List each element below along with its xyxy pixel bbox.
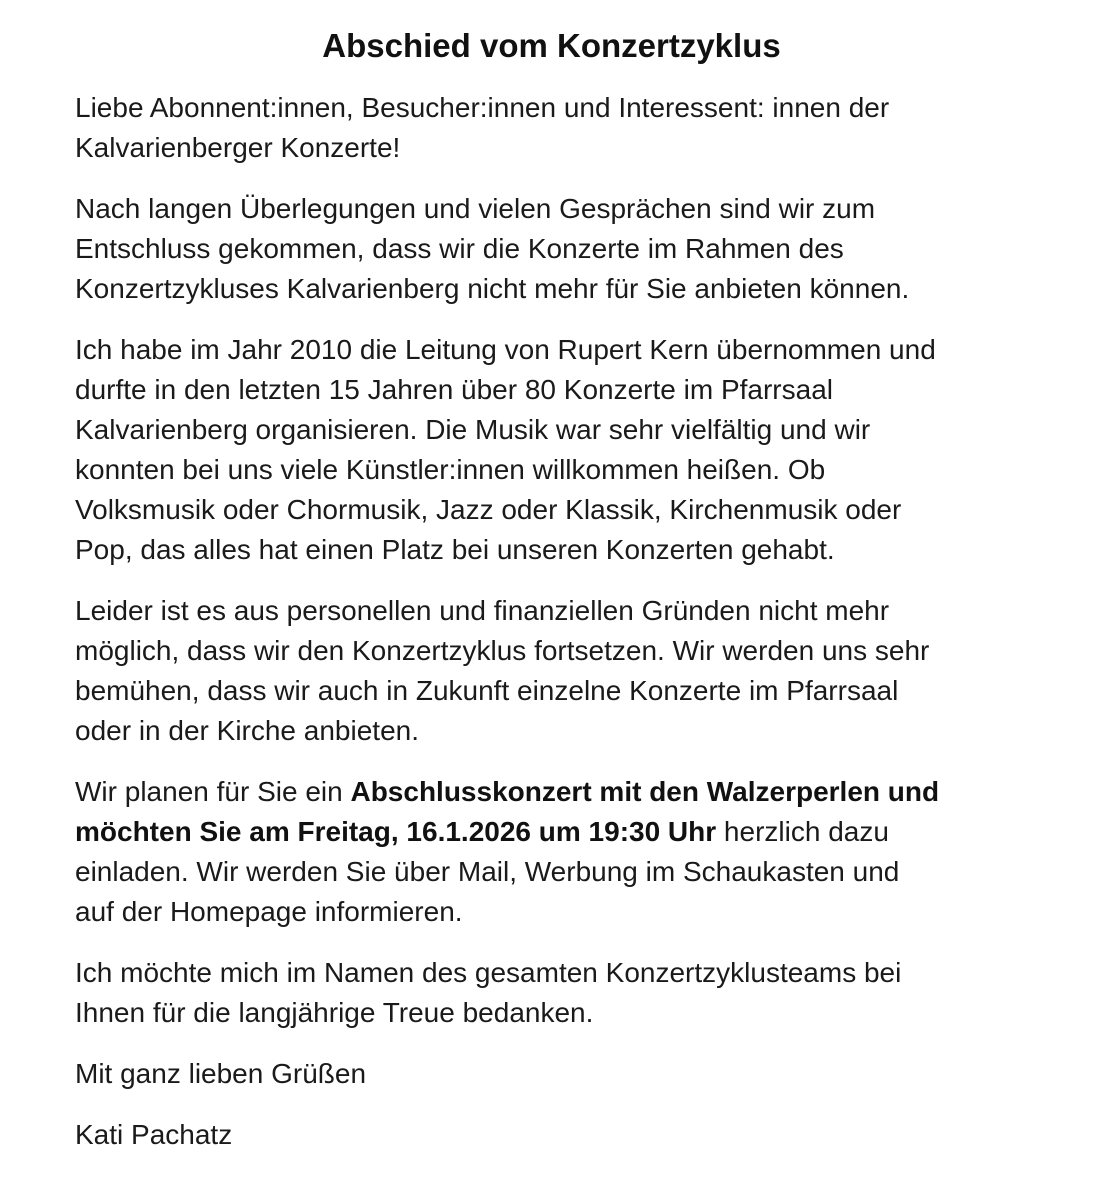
text-run: durfte in den letzten 15 Jahren über 80 Konzerte im Pfarrsaal	[75, 374, 833, 405]
text-run: bemühen, dass wir auch in Zukunft einzelne Konzerte im Pfarrsaal	[75, 675, 899, 706]
text-run: Mit ganz lieben Grüßen	[75, 1058, 367, 1089]
paragraph	[75, 591, 1028, 751]
paragraph	[75, 1054, 1028, 1094]
paragraph	[75, 1115, 1028, 1155]
text-run-bold: Abschlusskonzert mit den Walzerperlen und	[350, 776, 940, 807]
text-run: herzlich dazu	[716, 816, 889, 847]
text-run: Ich möchte mich im Namen des gesamten Konzertzyklusteams bei	[75, 957, 902, 988]
paragraph	[75, 330, 1028, 570]
text-run: oder in der Kirche anbieten.	[75, 715, 419, 746]
text-run: Konzertzykluses Kalvarienberg nicht mehr für Sie anbieten können.	[75, 273, 910, 304]
text-run: einladen. Wir werden Sie über Mail, Werbung im Schaukasten und	[75, 856, 900, 887]
document-title: Abschied vom Konzertzyklus	[322, 27, 781, 64]
text-run: Leider ist es aus personellen und finanziellen Gründen nicht mehr	[75, 595, 890, 626]
paragraph	[75, 189, 1028, 309]
text-run: konnten bei uns viele Künstler:innen willkommen heißen. Ob	[75, 454, 826, 485]
text-run: Kati Pachatz	[75, 1119, 233, 1150]
text-run: auf der Homepage informieren.	[75, 896, 463, 927]
text-run: Pop, das alles hat einen Platz bei unseren Konzerten gehabt.	[75, 534, 835, 565]
text-run: Liebe Abonnent:innen, Besucher:innen und Interessent: innen der	[75, 92, 890, 123]
text-run: Ihnen für die langjährige Treue bedanken.	[75, 997, 594, 1028]
text-run: möglich, dass wir den Konzertzyklus fortsetzen. Wir werden uns sehr	[75, 635, 930, 666]
text-run: Volksmusik oder Chormusik, Jazz oder Klassik, Kirchenmusik oder	[75, 494, 902, 525]
text-run: Wir planen für Sie ein	[75, 776, 351, 807]
text-run: Ich habe im Jahr 2010 die Leitung von Rupert Kern übernommen und	[75, 334, 936, 365]
text-run: Entschluss gekommen, dass wir die Konzerte im Rahmen des	[75, 233, 844, 264]
paragraph	[75, 953, 1028, 1033]
text-run-bold: möchten Sie am Freitag, 16.1.2026 um 19:30 Uhr	[75, 816, 717, 847]
paragraph	[75, 88, 1028, 168]
paragraph	[75, 772, 1028, 932]
text-run: Nach langen Überlegungen und vielen Gesprächen sind wir zum	[75, 193, 876, 224]
text-run: Kalvarienberg organisieren. Die Musik war sehr vielfältig und wir	[75, 414, 871, 445]
text-run: Kalvarienberger Konzerte!	[75, 132, 401, 163]
document-body	[75, 88, 1028, 1155]
